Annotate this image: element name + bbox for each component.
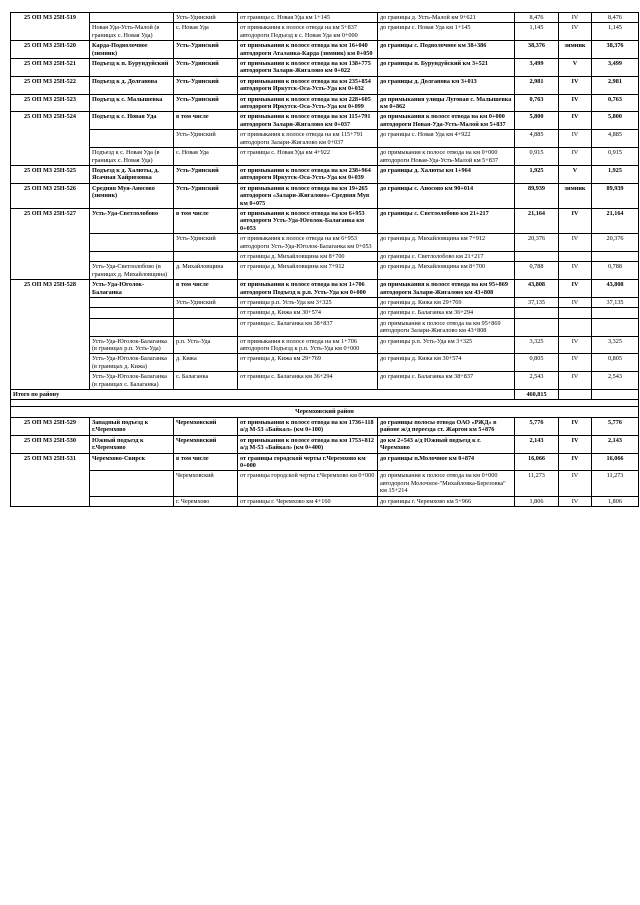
road-subdivision: Усть-Удинский bbox=[174, 13, 238, 23]
segment-length: 21,164 bbox=[515, 208, 559, 233]
segment-length: 1,925 bbox=[515, 165, 559, 183]
district-cell bbox=[174, 251, 238, 261]
segment-total: 2,543 bbox=[592, 372, 639, 390]
segment-length: 2,981 bbox=[515, 76, 559, 94]
district-cell bbox=[174, 308, 238, 318]
road-code: 25 ОП МЗ 25Н-524 bbox=[11, 112, 90, 165]
segment-length: 8,476 bbox=[515, 13, 559, 23]
road-subdivision: Усть-Удинский bbox=[174, 94, 238, 112]
segment-total: 5,776 bbox=[592, 417, 639, 435]
road-category: зимник bbox=[559, 183, 592, 208]
segment-start: от границы городской черты г.Черемхово км 0+000 bbox=[238, 471, 378, 496]
segment-total bbox=[592, 318, 639, 336]
segment-end: до границы д. Халюты км 1+964 bbox=[378, 165, 515, 183]
segment-length: 4,885 bbox=[515, 130, 559, 148]
segment-length: 16,066 bbox=[515, 453, 559, 471]
district-header-row bbox=[11, 407, 639, 417]
segment-start: от границы р.п. Усть-Уда км 3+325 bbox=[238, 298, 378, 308]
road-category: IV bbox=[559, 417, 592, 435]
segment-total: 3,499 bbox=[592, 59, 639, 77]
district-total-section bbox=[11, 390, 639, 418]
road-category: IV bbox=[559, 336, 592, 354]
table-row bbox=[11, 318, 639, 336]
district-total-label: Итого по району bbox=[11, 390, 515, 400]
table-row bbox=[11, 336, 639, 354]
road-name: Южный подъезд к г.Черемхово bbox=[90, 435, 174, 453]
road-name: Подъезд к с. Новая Уда (в границах с. Новая Уда) bbox=[90, 148, 174, 166]
segment-length: 3,499 bbox=[515, 59, 559, 77]
segment-start: от примыкания к полосе отвода на км 1753+812 а/д М-53 «Байкал» (км 0+400) bbox=[238, 435, 378, 453]
road-name: Подъезд к д. Долганова bbox=[90, 76, 174, 94]
road-name: Усть-Уда-Юголок-Балаганка (в границах с. Балаганка) bbox=[90, 372, 174, 390]
road-name bbox=[90, 298, 174, 308]
table-row bbox=[11, 130, 639, 148]
segment-start: от границы городской черты г.Черемхово км 0+000 bbox=[238, 453, 378, 471]
road-subdivision: в том числе bbox=[174, 208, 238, 233]
table-row bbox=[11, 251, 639, 261]
segment-length: 2,143 bbox=[515, 435, 559, 453]
road-code: 25 ОП МЗ 25Н-527 bbox=[11, 208, 90, 279]
road-subdivision: Черемховский bbox=[174, 417, 238, 435]
segment-length: 20,376 bbox=[515, 234, 559, 252]
road-category: IV bbox=[559, 234, 592, 252]
road-subdivision: Усть-Удинский bbox=[174, 59, 238, 77]
segment-end: до границы п.Молочное км 0+874 bbox=[378, 453, 515, 471]
segment-length: 0,763 bbox=[515, 94, 559, 112]
road-category: IV bbox=[559, 453, 592, 471]
segment-start: от примыкания к полосе отвода на км 6+953 автодороги Усть-Уда-Юголок-Балаганка км 0+053 bbox=[238, 208, 378, 233]
segment-total: 3,325 bbox=[592, 336, 639, 354]
table-row bbox=[11, 76, 639, 94]
segment-end: до границы с. Подволочное км 38+386 bbox=[378, 41, 515, 59]
segment-start: от границы д. Кижа км 30+574 bbox=[238, 308, 378, 318]
segment-end: до границы с. Новая Уда км 1+145 bbox=[378, 23, 515, 41]
segment-total: 38,376 bbox=[592, 41, 639, 59]
segment-start: от границы с. Балаганка км 36+294 bbox=[238, 372, 378, 390]
segment-end: до границы п. Бурундуйский км 3+521 bbox=[378, 59, 515, 77]
road-code: 25 ОП МЗ 25Н-523 bbox=[11, 94, 90, 112]
segment-start: от примыкания к полосе отвода на км 138+775 автодороги Залари-Жигалово км 0+022 bbox=[238, 59, 378, 77]
table-row bbox=[11, 165, 639, 183]
road-name: Усть-Уда-Юголок-Балаганка bbox=[90, 280, 174, 298]
road-category: зимник bbox=[559, 41, 592, 59]
road-name: Усть-Уда-Юголок-Балаганка (в границах д. Кижа) bbox=[90, 354, 174, 372]
road-category: IV bbox=[559, 148, 592, 166]
table-row bbox=[11, 183, 639, 208]
segment-total: 1,145 bbox=[592, 23, 639, 41]
segment-total: 5,800 bbox=[592, 112, 639, 130]
segment-length: 38,376 bbox=[515, 41, 559, 59]
segment-total: 0,763 bbox=[592, 94, 639, 112]
table-row bbox=[11, 59, 639, 77]
segment-start: от примыкания к полосе отвода на км 1+706 автодороги Подъезд к р.п. Усть-Уда км 0+000 bbox=[238, 336, 378, 354]
segment-length: 0,805 bbox=[515, 354, 559, 372]
segment-total: 43,808 bbox=[592, 280, 639, 298]
table-row bbox=[11, 148, 639, 166]
road-subdivision: с. Балаганка bbox=[174, 372, 238, 390]
segment-total: 11,273 bbox=[592, 471, 639, 496]
segment-total bbox=[592, 308, 639, 318]
roads-table bbox=[10, 12, 639, 507]
segment-end: до границы д. Усть-Малой км 9+621 bbox=[378, 13, 515, 23]
roads-table-body bbox=[11, 13, 639, 390]
segment-length: 43,808 bbox=[515, 280, 559, 298]
segment-end: до границы с. Балаганка км 36+294 bbox=[378, 308, 515, 318]
district-cell bbox=[174, 318, 238, 336]
road-category: IV bbox=[559, 112, 592, 130]
road-category: IV bbox=[559, 496, 592, 506]
segment-end: до примыкания к полосе отвода на км 95+869 автодороги Залари-Жигалово км 43+808 bbox=[378, 318, 515, 336]
segment-total: 2,981 bbox=[592, 76, 639, 94]
segment-total: 0,915 bbox=[592, 148, 639, 166]
segment-end: до границы с. Новая Уда км 4+922 bbox=[378, 130, 515, 148]
segment-start: от границы г. Черемхово км 4+160 bbox=[238, 496, 378, 506]
road-subdivision: д. Михайловщина bbox=[174, 262, 238, 280]
road-code: 25 ОП МЗ 25Н-525 bbox=[11, 165, 90, 183]
segment-length: 89,939 bbox=[515, 183, 559, 208]
road-name: Подъезд к д. Халюты, д. Ясачная Хайрюзовка bbox=[90, 165, 174, 183]
road-code: 25 ОП МЗ 25Н-526 bbox=[11, 183, 90, 208]
segment-start: от границы д. Михайловщина км 7+912 bbox=[238, 262, 378, 280]
segment-end: до примыкания улицы Луговая с. Малышевка км 0+862 bbox=[378, 94, 515, 112]
segment-end: до границы д. Кижа км 29+769 bbox=[378, 298, 515, 308]
road-category: V bbox=[559, 59, 592, 77]
table-row bbox=[11, 298, 639, 308]
segment-start: от границы с. Новая Уда км 4+922 bbox=[238, 148, 378, 166]
segment-length: 11,273 bbox=[515, 471, 559, 496]
table-row bbox=[11, 372, 639, 390]
district-total-row bbox=[11, 390, 639, 400]
road-category bbox=[559, 318, 592, 336]
road-subdivision: Усть-Удинский bbox=[174, 76, 238, 94]
road-code: 25 ОП МЗ 25Н-520 bbox=[11, 41, 90, 59]
segment-start: от примыкания к полосе отвода на км 1+706 автодороги Подъезд к р.п. Усть-Уда км 0+000 bbox=[238, 280, 378, 298]
segment-start: от примыкания к полосе отвода на км 1736+118 а/д М-53 «Байкал» (км 0+100) bbox=[238, 417, 378, 435]
table-row bbox=[11, 308, 639, 318]
segment-start: от примыкания к полосе отвода на км 5+837 автодороги Подъезд к с. Новая Уда км 0+000 bbox=[238, 23, 378, 41]
road-category: IV bbox=[559, 471, 592, 496]
table-row bbox=[11, 41, 639, 59]
table-row bbox=[11, 354, 639, 372]
segment-length bbox=[515, 318, 559, 336]
table-row bbox=[11, 496, 639, 506]
road-code: 25 ОП МЗ 25Н-529 bbox=[11, 417, 90, 435]
segment-start: от примыкания к полосе отвода на км 235+854 автодороги Иркутск-Оса-Усть-Уда км 0+032 bbox=[238, 76, 378, 94]
table-row bbox=[11, 208, 639, 233]
table-row bbox=[11, 23, 639, 41]
segment-total bbox=[592, 251, 639, 261]
road-name: Усть-Уда-Светлолобово bbox=[90, 208, 174, 233]
road-name: Усть-Уда-Юголок-Балаганка (в границах р.п. Усть-Уда) bbox=[90, 336, 174, 354]
road-name: Подъезд к с. Новая Уда bbox=[90, 112, 174, 130]
segment-start: от примыкания к полосе отвода на км 6+953 автодороги Усть-Уда-Юголок-Балаганка км 0+053 bbox=[238, 234, 378, 252]
road-code: 25 ОП МЗ 25Н-521 bbox=[11, 59, 90, 77]
road-category: IV bbox=[559, 23, 592, 41]
segment-end: до границы г. Черемхово км 5+966 bbox=[378, 496, 515, 506]
road-category: V bbox=[559, 165, 592, 183]
segment-length: 0,788 bbox=[515, 262, 559, 280]
road-name: Подъезд к с. Малышевка bbox=[90, 94, 174, 112]
road-category: IV bbox=[559, 354, 592, 372]
segment-length: 5,776 bbox=[515, 417, 559, 435]
road-category: IV bbox=[559, 435, 592, 453]
road-category bbox=[559, 251, 592, 261]
segment-end: до границы д. Михайловщина км 7+912 bbox=[378, 234, 515, 252]
segment-length: 37,135 bbox=[515, 298, 559, 308]
road-category: IV bbox=[559, 13, 592, 23]
road-subdivision: в том числе bbox=[174, 453, 238, 471]
segment-length bbox=[515, 308, 559, 318]
segment-end: до примыкания к полосе отвода на км 95+869 автодороги Залари-Жигалово км 43+808 bbox=[378, 280, 515, 298]
road-subdivision: Усть-Удинский bbox=[174, 41, 238, 59]
table-row bbox=[11, 417, 639, 435]
road-name: Средняя Муя-Аносово (зимник) bbox=[90, 183, 174, 208]
road-code: 25 ОП МЗ 25Н-528 bbox=[11, 280, 90, 390]
segment-total: 21,164 bbox=[592, 208, 639, 233]
road-name-cell bbox=[90, 308, 174, 318]
road-subdivision: в том числе bbox=[174, 280, 238, 298]
segment-start: от примыкания к полосе отвода на км 115+791 автодороги Залари-Жигалово км 0+037 bbox=[238, 130, 378, 148]
segment-end: до границы с. Балаганка км 38+837 bbox=[378, 372, 515, 390]
road-code: 25 ОП МЗ 25Н-530 bbox=[11, 435, 90, 453]
segment-start: от примыкания к полосе отвода на км 19+265 автодороги «Залари-Жигалово»-Средняя Муя км 0+075 bbox=[238, 183, 378, 208]
road-category: IV bbox=[559, 76, 592, 94]
segment-end: до примыкания к полосе отвода на км 0+000 автодороги Молочное-"Михайловка-Березовка" км 15+214 bbox=[378, 471, 515, 496]
district-total-value: 460,815 bbox=[515, 390, 559, 400]
table-row bbox=[11, 112, 639, 130]
segment-total: 37,135 bbox=[592, 298, 639, 308]
segment-start: от примыкания к полосе отвода на км 115+791 автодороги Залари-Жигалово км 0+037 bbox=[238, 112, 378, 130]
segment-start: от примыкания к полосе отвода на км 238+964 автодороги Иркутск-Оса-Усть-Уда км 0+039 bbox=[238, 165, 378, 183]
road-subdivision: Усть-Удинский bbox=[174, 165, 238, 183]
segment-end: до границы с. Светлолобово км 21+217 bbox=[378, 251, 515, 261]
table-row bbox=[11, 13, 639, 23]
road-name-cell bbox=[90, 251, 174, 261]
road-name bbox=[90, 234, 174, 252]
road-subdivision: Усть-Удинский bbox=[174, 183, 238, 208]
segment-total: 1,925 bbox=[592, 165, 639, 183]
road-name bbox=[90, 13, 174, 23]
segment-end: до границы д. Михайловщина км 8+700 bbox=[378, 262, 515, 280]
road-name: Карда-Подволочное (зимник) bbox=[90, 41, 174, 59]
road-code: 25 ОП МЗ 25Н-531 bbox=[11, 453, 90, 506]
road-name: Усть-Уда-Светлолобово (в границах д. Михайловщина) bbox=[90, 262, 174, 280]
road-category: IV bbox=[559, 280, 592, 298]
road-subdivision: р.п. Усть-Уда bbox=[174, 336, 238, 354]
segment-end: до примыкания к полосе отвода на км 0+000 автодороги Новая-Уда-Усть-Малой км 5+837 bbox=[378, 148, 515, 166]
road-category: IV bbox=[559, 94, 592, 112]
table-row bbox=[11, 262, 639, 280]
segment-length: 2,543 bbox=[515, 372, 559, 390]
segment-end: до границы р.п. Усть-Уда км 3+325 bbox=[378, 336, 515, 354]
segment-total: 1,806 bbox=[592, 496, 639, 506]
segment-end: до границы полосы отвода ОАО «РЖД» в районе ж/д переезда ст. Жаргон км 5+876 bbox=[378, 417, 515, 435]
road-category: IV bbox=[559, 130, 592, 148]
segment-total: 8,476 bbox=[592, 13, 639, 23]
segment-start: от примыкания к полосе отвода на км 228+605 автодороги Иркутск-Оса-Усть-Уда км 0+099 bbox=[238, 94, 378, 112]
road-subdivision: Усть-Удинский bbox=[174, 298, 238, 308]
table-row bbox=[11, 234, 639, 252]
road-subdivision: в том числе bbox=[174, 112, 238, 130]
road-category: IV bbox=[559, 372, 592, 390]
segment-end: до км 2+543 а/д Южный подъезд к г. Черемхово bbox=[378, 435, 515, 453]
segment-start: от границы с. Балаганка км 38+837 bbox=[238, 318, 378, 336]
road-subdivision: Черемховский bbox=[174, 435, 238, 453]
road-subdivision: д. Кижа bbox=[174, 354, 238, 372]
table-row bbox=[11, 453, 639, 471]
segment-start: от границы д. Михайловщина км 8+700 bbox=[238, 251, 378, 261]
road-code: 25 ОП МЗ 25Н-522 bbox=[11, 76, 90, 94]
road-category: IV bbox=[559, 208, 592, 233]
table-row bbox=[11, 435, 639, 453]
segment-end: до границы д. Долганова км 3+013 bbox=[378, 76, 515, 94]
road-name: Подъезд к п. Бурундуйский bbox=[90, 59, 174, 77]
road-name: Западный подъезд к г.Черемхово bbox=[90, 417, 174, 435]
segment-length: 0,915 bbox=[515, 148, 559, 166]
segment-total: 0,805 bbox=[592, 354, 639, 372]
segment-end: до границы с. Светлолобово км 21+217 bbox=[378, 208, 515, 233]
roads-table-body-2 bbox=[11, 417, 639, 506]
segment-length: 3,325 bbox=[515, 336, 559, 354]
segment-end: до границы д. Кижа км 30+574 bbox=[378, 354, 515, 372]
road-subdivision: г. Черемхово bbox=[174, 496, 238, 506]
road-subdivision: Усть-Удинский bbox=[174, 234, 238, 252]
table-row bbox=[11, 280, 639, 298]
road-name: Черемхово-Свирск bbox=[90, 453, 174, 471]
road-name bbox=[90, 471, 174, 496]
segment-length: 1,145 bbox=[515, 23, 559, 41]
segment-start: от границы д. Кижа км 29+769 bbox=[238, 354, 378, 372]
segment-start: от примыкания к полосе отвода на км 16+040 автодороги Аталанка-Карда (зимник) км 0+050 bbox=[238, 41, 378, 59]
table-row bbox=[11, 471, 639, 496]
road-subdivision: Черемховский bbox=[174, 471, 238, 496]
road-name bbox=[90, 130, 174, 148]
segment-total: 20,376 bbox=[592, 234, 639, 252]
road-subdivision: Усть-Удинский bbox=[174, 130, 238, 148]
segment-total: 89,939 bbox=[592, 183, 639, 208]
segment-length: 5,800 bbox=[515, 112, 559, 130]
segment-end: до примыкания к полосе отвода на км 0+000 автодороги Новая-Уда-Усть-Малой км 5+837 bbox=[378, 112, 515, 130]
table-row bbox=[11, 94, 639, 112]
segment-total: 16,066 bbox=[592, 453, 639, 471]
district-name: Черемховский район bbox=[11, 407, 639, 417]
road-code: 25 ОП МЗ 25Н-519 bbox=[11, 13, 90, 41]
road-subdivision: с. Новая Уда bbox=[174, 23, 238, 41]
road-name: Новая Уда-Усть-Малой (в границах с. Новая Уда) bbox=[90, 23, 174, 41]
segment-start: от границы с. Новая Уда км 1+145 bbox=[238, 13, 378, 23]
segment-total: 2,143 bbox=[592, 435, 639, 453]
segment-length: 1,806 bbox=[515, 496, 559, 506]
segment-total: 4,885 bbox=[592, 130, 639, 148]
segment-length bbox=[515, 251, 559, 261]
road-name-cell bbox=[90, 318, 174, 336]
segment-total: 0,788 bbox=[592, 262, 639, 280]
road-subdivision: с. Новая Уда bbox=[174, 148, 238, 166]
road-category bbox=[559, 308, 592, 318]
road-name bbox=[90, 496, 174, 506]
road-category: IV bbox=[559, 262, 592, 280]
road-category: IV bbox=[559, 298, 592, 308]
segment-end: до границы с. Аносово км 90+014 bbox=[378, 183, 515, 208]
